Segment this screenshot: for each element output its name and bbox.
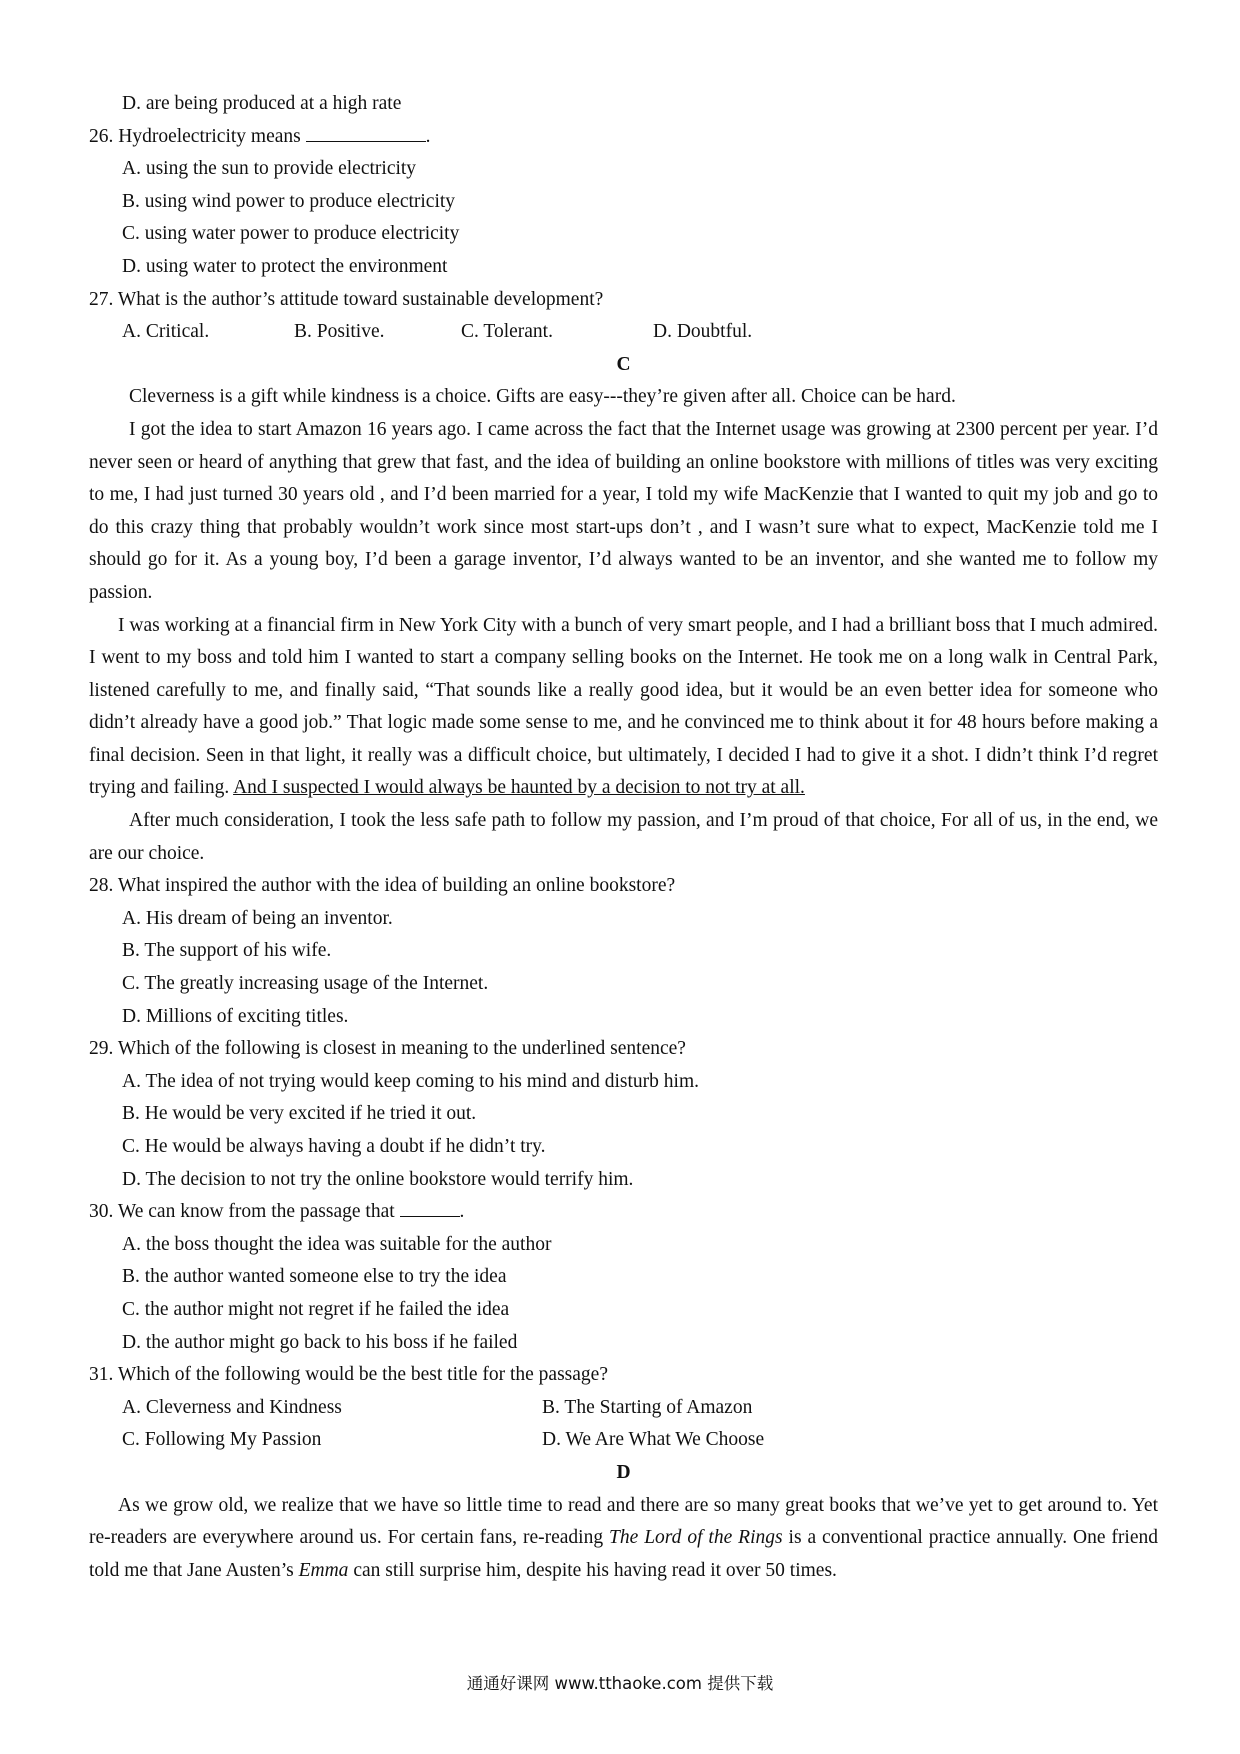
q31-options-row-1 xyxy=(89,1392,1158,1425)
q28-option-d: D. Millions of exciting titles. xyxy=(122,1005,349,1027)
q27-option-b: B. Positive. xyxy=(294,321,385,343)
q26-option-a: A. using the sun to provide electricity xyxy=(122,158,417,180)
question-26-text: 26. Hydroelectricity means xyxy=(89,125,301,147)
question-28: 28. What inspired the author with the idea of building an online bookstore? xyxy=(89,875,676,897)
q31-option-d: D. We Are What We Choose xyxy=(542,1429,765,1451)
underlined-sentence: And I suspected I would always be haunted by a decision to not try at all. xyxy=(233,777,805,799)
q27-option-a: A. Critical. xyxy=(122,321,210,343)
q29-option-d: D. The decision to not try the online bookstore would terrify him. xyxy=(122,1168,634,1190)
passage-c-paragraph-3 xyxy=(89,610,1158,806)
question-26 xyxy=(89,121,1158,154)
q28-option-c: C. The greatly increasing usage of the Internet. xyxy=(122,973,489,995)
q31-option-a: A. Cleverness and Kindness xyxy=(122,1396,342,1418)
q31-option-b: B. The Starting of Amazon xyxy=(542,1396,753,1418)
section-d-heading: D xyxy=(616,1461,631,1483)
q25-option-d: D. are being produced at a high rate xyxy=(122,93,402,114)
q29-option-c: C. He would be always having a doubt if he didn’t try. xyxy=(122,1136,546,1157)
paragraph-3-text: I was working at a financial firm in New York City with a bunch of very smart people, and I had a brilliant boss that I much admired. I went to my boss and told him I wanted to start a company selling books on the Internet. He took me on a long walk in Central Park, listened carefully to me, and finally said, “That sounds like a really good idea, but it would be an even better idea for someone who didn’t already have a good job.” That logic made some sense to me, and he convinced me to think about it for 48 hours before making a final decision. Seen in that light, it really was a difficult choice, but ultimately, I decided I had to give it a shot. I didn’t think I’d regret trying and failing. xyxy=(89,614,1158,799)
q30-option-a: A. the boss thought the idea was suitable for the author xyxy=(122,1233,552,1255)
q26-option-c: C. using water power to produce electricity xyxy=(122,223,460,245)
q26-option-d: D. using water to protect the environment xyxy=(122,255,448,277)
book-title-emma: Emma xyxy=(298,1559,349,1581)
book-title-lord-of-the-rings: The Lord of the Rings xyxy=(609,1527,783,1549)
section-c-heading: C xyxy=(616,353,631,375)
period: . xyxy=(425,125,431,147)
passage-c-paragraph-2: I got the idea to start Amazon 16 years ago. I came across the fact that the Internet usage was growing at 2300 percent per year. I’d never seen or heard of anything that grew that fast, and the idea of building an online bookstore with millions of titles was very exciting to me, I had just turned 30 years old , and I’d been married for a year, I told my wife MacKenzie that I wanted to quit my job and go to do this crazy thing that probably wouldn’t work since most start-ups don’t , and I wasn’t sure what to expect, MacKenzie told me I should go for it. As a young boy, I’d been a garage inventor, I’d always wanted to be an inventor, and she wanted me to follow my passion. xyxy=(89,418,1158,603)
paragraph-text: As we grow old, we realize that we have so little time to read and there are so many great books that we’ve yet to get around to. Yet re-readers are everywhere around us. For certain fans, re-reading xyxy=(89,1494,1158,1549)
question-30-text: 30. We can know from the passage that xyxy=(89,1201,395,1223)
page-footer: 通通好课网 www.tthaoke.com 提供下载 xyxy=(466,1674,774,1693)
q29-option-b: B. He would be very excited if he tried it out. xyxy=(122,1103,477,1125)
q31-option-c: C. Following My Passion xyxy=(122,1429,322,1451)
period: . xyxy=(459,1201,465,1223)
q26-option-b: B. using wind power to produce electricity xyxy=(122,190,456,212)
q28-option-b: B. The support of his wife. xyxy=(122,940,332,962)
q29-option-a: A. The idea of not trying would keep coming to his mind and disturb him. xyxy=(122,1070,699,1092)
answer-blank xyxy=(400,1196,460,1217)
paragraph-text: is a conventional practice annually. One friend told me that Jane Austen’s xyxy=(89,1527,1158,1581)
q30-option-c: C. the author might not regret if he failed the idea xyxy=(122,1298,510,1320)
answer-blank xyxy=(306,121,426,142)
q28-option-a: A. His dream of being an inventor. xyxy=(122,907,393,929)
q27-option-c: C. Tolerant. xyxy=(461,321,553,343)
q27-options xyxy=(89,316,1158,349)
q30-option-b: B. the author wanted someone else to try the idea xyxy=(122,1266,507,1288)
passage-c-paragraph-4: After much consideration, I took the less safe path to follow my passion, and I’m proud of that choice, For all of us, in the end, we are our choice. xyxy=(89,810,1158,864)
question-29: 29. Which of the following is closest in meaning to the underlined sentence? xyxy=(89,1038,686,1060)
question-27: 27. What is the author’s attitude toward sustainable development? xyxy=(89,288,604,310)
question-31: 31. Which of the following would be the best title for the passage? xyxy=(89,1364,608,1386)
q31-options-row-2 xyxy=(89,1424,1158,1457)
question-30 xyxy=(89,1196,1158,1229)
passage-d-paragraph-1 xyxy=(89,1490,1158,1588)
passage-c-paragraph-1: Cleverness is a gift while kindness is a choice. Gifts are easy---they’re given after all. Choice can be hard. xyxy=(129,386,956,408)
page-content xyxy=(89,88,1158,1587)
q30-option-d: D. the author might go back to his boss if he failed xyxy=(122,1331,518,1353)
q27-option-d: D. Doubtful. xyxy=(653,321,753,343)
paragraph-text: can still surprise him, despite his having read it over 50 times. xyxy=(348,1559,837,1581)
